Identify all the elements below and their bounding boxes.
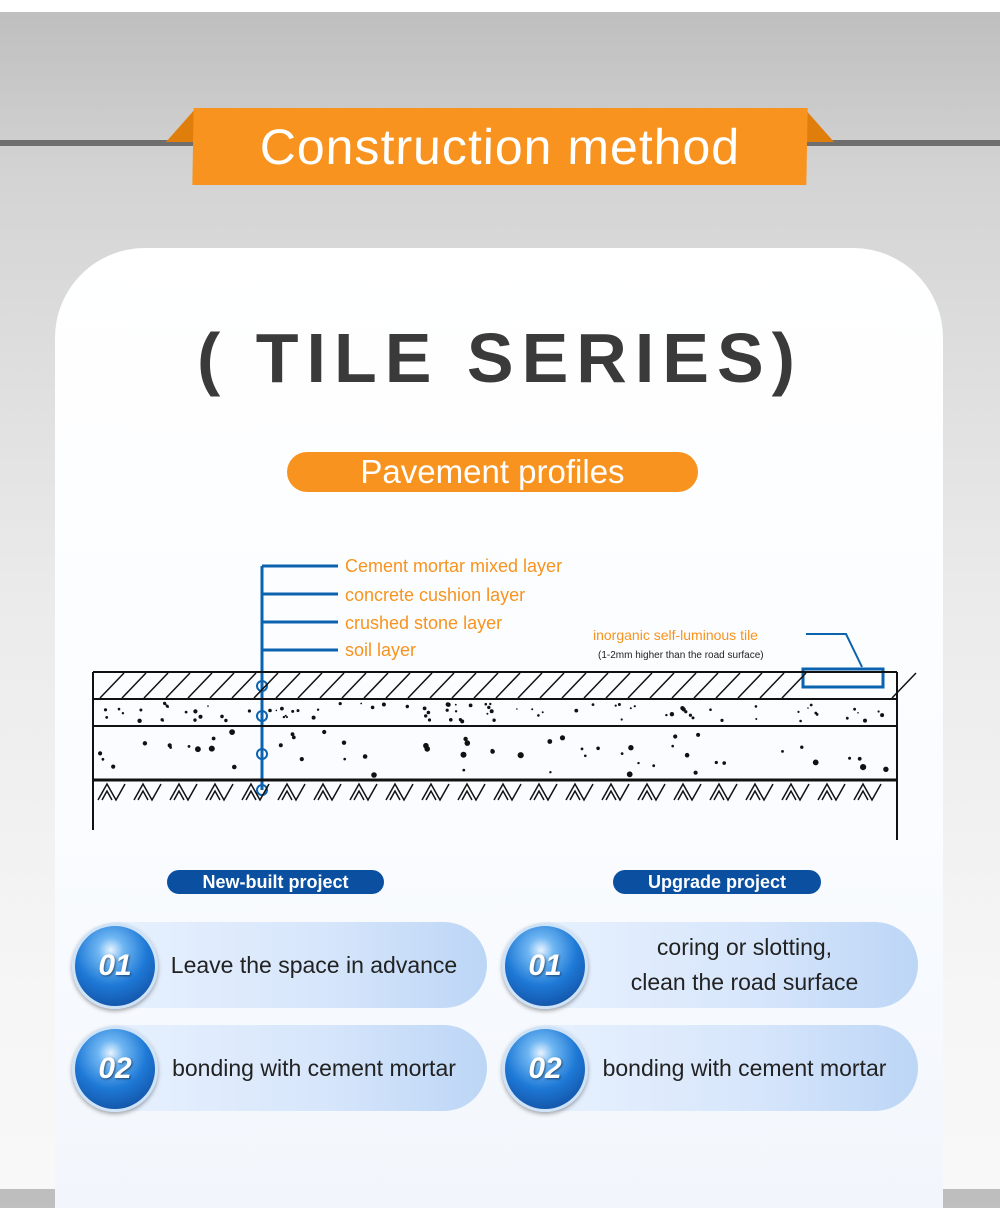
hatch-stroke (716, 673, 740, 698)
layer-label-mortar: Cement mortar mixed layer (345, 556, 563, 576)
stone-speck (209, 746, 215, 752)
stone-speck (781, 750, 784, 753)
soil-mark (714, 791, 724, 800)
aggregate-speck (291, 710, 294, 713)
hatch-stroke (452, 673, 476, 698)
aggregate-speck (105, 716, 108, 719)
aggregate-speck (630, 707, 632, 709)
cross-section (93, 672, 897, 840)
stone-speck (98, 751, 102, 755)
aggregate-speck (360, 703, 362, 705)
stone-speck (342, 741, 346, 745)
stone-speck (652, 764, 655, 767)
aggregate-speck (446, 709, 449, 712)
soil-mark (750, 791, 760, 800)
aggregate-speck (846, 717, 849, 720)
page-title: Construction method (259, 118, 741, 175)
aggregate-speck (489, 703, 491, 705)
aggregate-speck (542, 711, 544, 713)
step-badge-upgrade-02 (502, 1026, 588, 1112)
tile-note: (1-2mm higher than the road surface) (598, 650, 764, 661)
stone-speck (143, 741, 147, 745)
stone-speck (462, 769, 465, 772)
aggregate-speck (199, 715, 203, 719)
aggregate-speck (207, 705, 209, 707)
stone-speck (813, 760, 819, 766)
aggregate-speck (684, 710, 687, 713)
aggregate-speck (122, 712, 124, 714)
aggregate-speck (670, 712, 674, 716)
aggregate-speck (317, 709, 319, 711)
aggregate-speck (455, 704, 457, 706)
hatch-stroke (210, 673, 234, 698)
stone-speck (673, 734, 677, 738)
stone-speck (883, 767, 888, 772)
step-text: bonding with cement mortar (172, 1054, 456, 1081)
aggregate-speck (371, 706, 375, 710)
stone-speck (627, 771, 633, 777)
layer-label-soil: soil layer (345, 640, 417, 660)
aggregate-speck (863, 719, 867, 723)
stone-speck (188, 745, 191, 748)
aggregate-speck (799, 720, 802, 723)
hatch-stroke (276, 673, 300, 698)
soil-mark (210, 791, 220, 800)
hatch-stroke (650, 673, 674, 698)
aggregate-speck (297, 709, 300, 712)
aggregate-speck (248, 709, 251, 712)
aggregate-speck (382, 703, 386, 707)
stone-speck (685, 753, 690, 758)
hatch-stroke (144, 673, 168, 698)
stone-speck (195, 746, 201, 752)
step-badge-upgrade-01 (502, 923, 588, 1009)
stone-speck (343, 758, 346, 761)
hatch-stroke (672, 673, 696, 698)
soil-mark (534, 791, 544, 800)
aggregate-speck (224, 719, 227, 722)
aggregate-speck (312, 716, 316, 720)
hatch-stroke (474, 673, 498, 698)
aggregate-speck (485, 703, 488, 706)
soil-mark (642, 791, 652, 800)
mortar-hatch (100, 673, 916, 698)
soil-mark (138, 791, 148, 800)
aggregate-speck (634, 705, 636, 707)
hatch-stroke (628, 673, 652, 698)
soil-mark (786, 791, 796, 800)
aggregate-speck (286, 716, 288, 718)
tile-label: inorganic self-luminous tile (593, 627, 758, 643)
soil-mark (858, 791, 868, 800)
aggregate-speck (531, 708, 533, 710)
step-badge-new-01 (72, 923, 158, 1009)
aggregate-speck (490, 709, 494, 713)
aggregate-speck (283, 716, 285, 718)
hatch-stroke (584, 673, 608, 698)
stone-speck (547, 739, 552, 744)
step-text: Leave the space in advance (170, 951, 458, 978)
aggregate-speck (428, 718, 431, 721)
stone-speck (363, 754, 368, 759)
step-number: 01 (528, 949, 562, 982)
step-badge-new-02 (72, 1026, 158, 1112)
step-number: 02 (528, 1052, 562, 1085)
stone-speck (800, 746, 803, 749)
stone-speck (596, 747, 600, 751)
soil-mark (678, 791, 688, 800)
aggregate-speck (692, 716, 695, 719)
aggregate-speck (104, 708, 107, 711)
aggregate-speck (137, 719, 141, 723)
aggregate-speck (755, 705, 758, 708)
stone-speck (637, 762, 639, 764)
aggregate-speck (592, 703, 595, 706)
tile-leader (806, 634, 862, 667)
step-text: bonding with cement mortar (602, 1054, 887, 1081)
soil-mark (426, 791, 436, 800)
aggregate-speck (449, 718, 453, 722)
hatch-stroke (342, 673, 366, 698)
aggregate-speck (276, 710, 278, 712)
aggregate-speck (486, 713, 488, 715)
stone-speck (584, 755, 587, 758)
stone-speck (279, 743, 283, 747)
hatch-stroke (166, 673, 190, 698)
aggregate-speck (816, 713, 819, 716)
concrete-speckle (98, 702, 889, 778)
soil-mark (570, 791, 580, 800)
stone-speck (696, 733, 700, 737)
aggregate-speck (406, 705, 409, 708)
layer-label-concrete: concrete cushion layer (345, 585, 526, 605)
stone-speck (694, 771, 698, 775)
aggregate-speck (492, 719, 495, 722)
series-title: ( TILE SERIES) (197, 319, 803, 397)
soil-mark (282, 791, 292, 800)
hatch-stroke (298, 673, 322, 698)
layer-label-stone: crushed stone layer (345, 613, 503, 633)
stone-speck (465, 740, 471, 746)
stone-speck (424, 746, 430, 752)
hatch-stroke (760, 673, 784, 698)
stone-speck (300, 757, 304, 761)
aggregate-speck (446, 702, 450, 706)
stone-speck (581, 748, 584, 751)
aggregate-speck (709, 708, 712, 711)
hatch-stroke (606, 673, 630, 698)
soil-mark (246, 791, 256, 800)
soil-mark (606, 791, 616, 800)
aggregate-speck (469, 704, 473, 708)
aggregate-speck (689, 714, 692, 717)
aggregate-speck (853, 708, 856, 711)
aggregate-speck (516, 708, 518, 710)
aggregate-speck (618, 703, 621, 706)
soil-mark (462, 791, 472, 800)
stone-speck (715, 761, 718, 764)
soil-mark (354, 791, 364, 800)
aggregate-speck (882, 715, 884, 717)
hatch-stroke (738, 673, 762, 698)
aggregate-speck (574, 709, 578, 713)
stone-speck (322, 730, 326, 734)
aggregate-speck (797, 711, 799, 713)
aggregate-speck (193, 718, 196, 721)
aggregate-speck (220, 715, 224, 719)
hatch-stroke (122, 673, 146, 698)
soil-mark (102, 791, 112, 800)
aggregate-speck (280, 707, 284, 711)
stone-speck (671, 745, 674, 748)
step-text: coring or slotting, clean the road surface (630, 934, 859, 995)
stone-speck (560, 735, 565, 740)
stone-speck (490, 749, 495, 754)
aggregate-speck (755, 718, 757, 720)
stone-speck (621, 752, 624, 755)
aggregate-speck (810, 704, 813, 707)
stone-speck (232, 765, 237, 770)
hatch-stroke (694, 673, 718, 698)
aggregate-speck (268, 709, 272, 713)
soil-mark (390, 791, 400, 800)
hatch-stroke (518, 673, 542, 698)
aggregate-speck (185, 711, 188, 714)
hatch-stroke (100, 673, 124, 698)
hatch-stroke (386, 673, 410, 698)
stone-speck (628, 745, 633, 750)
aggregate-speck (427, 711, 431, 715)
aggregate-speck (339, 702, 342, 705)
hatch-stroke (408, 673, 432, 698)
soil-mark (318, 791, 328, 800)
soil-mark (822, 791, 832, 800)
hatch-stroke (320, 673, 344, 698)
aggregate-speck (193, 709, 197, 713)
soil-mark (174, 791, 184, 800)
aggregate-speck (857, 712, 859, 714)
aggregate-speck (424, 714, 427, 717)
stone-speck (111, 765, 115, 769)
aggregate-speck (615, 705, 617, 707)
stone-speck (858, 757, 862, 761)
aggregate-speck (487, 706, 490, 709)
aggregate-speck (621, 718, 623, 720)
aggregate-speck (878, 710, 880, 712)
profile-pill: Pavement profiles (287, 452, 698, 492)
aggregate-speck (139, 709, 142, 712)
hatch-stroke (364, 673, 388, 698)
hatch-stroke (892, 673, 916, 698)
stone-speck (848, 757, 851, 760)
stone-speck (212, 737, 216, 741)
stone-speck (722, 761, 726, 765)
hatch-stroke (540, 673, 564, 698)
stone-speck (371, 772, 377, 778)
section-heading-upgrade: Upgrade project (613, 870, 821, 894)
hatch-stroke (430, 673, 454, 698)
aggregate-speck (460, 719, 464, 723)
aggregate-speck (455, 710, 457, 712)
step-number: 02 (98, 1052, 132, 1085)
stone-speck (549, 771, 551, 773)
stone-speck (292, 736, 296, 740)
stone-speck (461, 752, 467, 758)
stone-speck (860, 764, 866, 770)
aggregate-speck (118, 708, 121, 711)
soil-hatch (98, 784, 881, 800)
aggregate-speck (720, 719, 723, 722)
section-heading-new-built: New-built project (167, 870, 384, 894)
hatch-stroke (496, 673, 520, 698)
hatch-stroke (562, 673, 586, 698)
aggregate-speck (423, 707, 427, 711)
aggregate-speck (167, 706, 169, 708)
stone-speck (518, 752, 524, 758)
stone-speck (102, 758, 105, 761)
stone-speck (169, 746, 172, 749)
aggregate-speck (162, 720, 164, 722)
aggregate-speck (665, 714, 667, 716)
aggregate-speck (807, 707, 809, 709)
soil-mark (498, 791, 508, 800)
aggregate-speck (537, 714, 540, 717)
step-number: 01 (98, 949, 132, 982)
hatch-stroke (188, 673, 212, 698)
stone-speck (229, 729, 235, 735)
hatch-stroke (232, 673, 256, 698)
